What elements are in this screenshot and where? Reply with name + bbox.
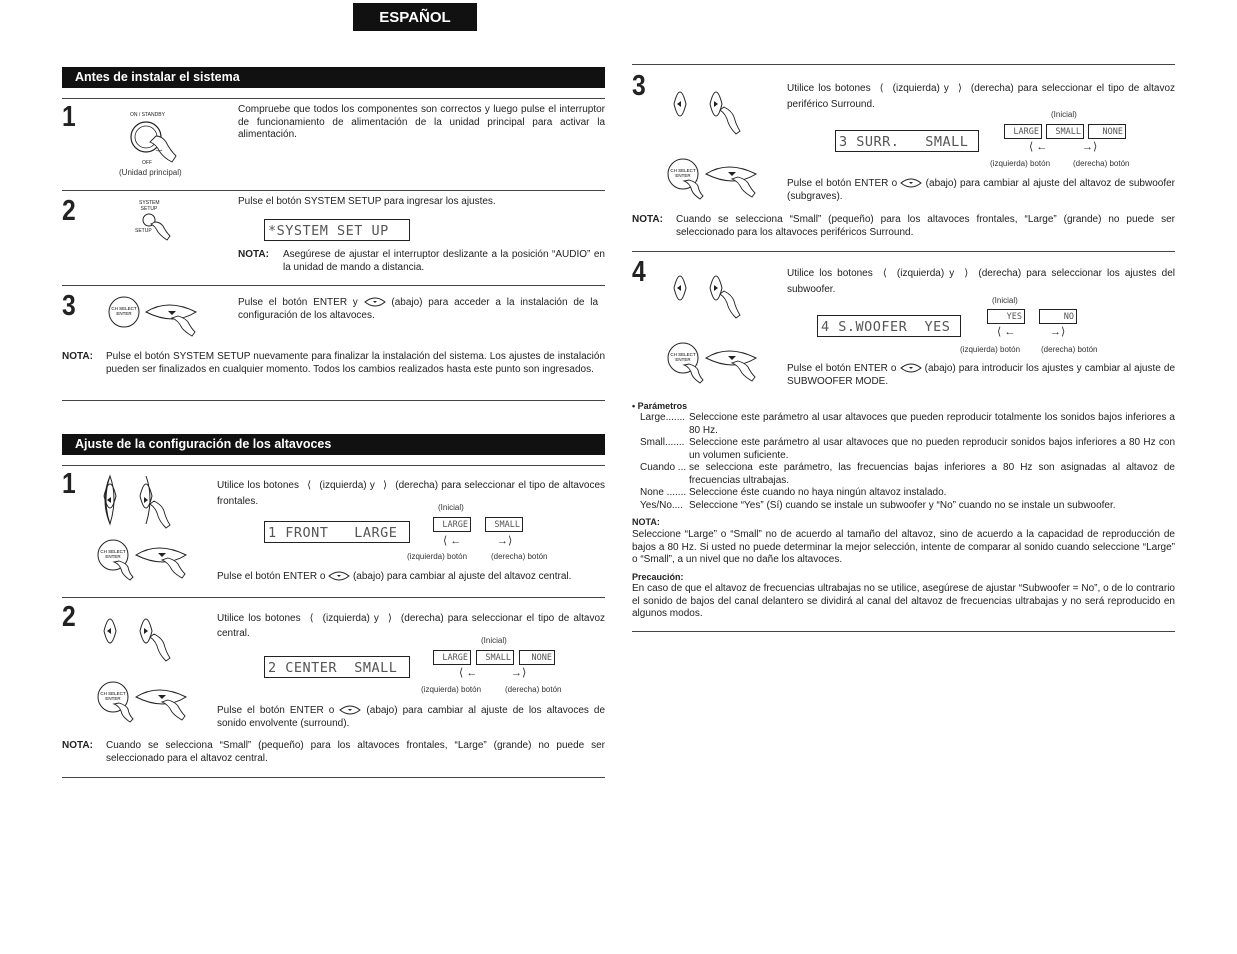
lcd-display: 3 SURR. SMALL bbox=[835, 130, 979, 152]
divider bbox=[62, 190, 605, 191]
param-key: Yes/No.... bbox=[640, 499, 683, 511]
setup-label: SETUP bbox=[135, 228, 152, 234]
option-none: NONE bbox=[519, 650, 555, 665]
left-button-icon: ⟨ bbox=[879, 83, 884, 94]
left-arrow-icon: ⟨ ← bbox=[459, 667, 478, 679]
nota-text: Cuando se selecciona “Small” (pequeño) para los altavoces frontales, “Large” (grande) no puede ser seleccionado para el altavoz central. bbox=[106, 740, 605, 764]
step-text-a: Pulse el botón ENTER o bbox=[787, 178, 898, 189]
nota-text: Pulse el botón SYSTEM SETUP nuevamente para finalizar la instalación del sistema. Los ajustes de instalación pueden ser finalizados en cualquier momento. Todos los cambios realizados hasta este punto son ingresados. bbox=[106, 351, 605, 375]
option-large: LARGE bbox=[433, 517, 471, 532]
step-number: 4 bbox=[632, 256, 646, 288]
param-key: None ....... bbox=[640, 487, 687, 498]
nota-label: NOTA: bbox=[632, 517, 660, 527]
step-text-b: (abajo) para cambiar al ajuste de los altavoces de sonido envolvente (surround). bbox=[217, 705, 606, 729]
right-arrow-icon: →⟩ bbox=[1082, 141, 1098, 153]
lcd-display: 1 FRONT LARGE bbox=[264, 521, 410, 543]
lcd-display: 4 S.WOOFER YES bbox=[817, 315, 961, 337]
caption-main-unit: (Unidad principal) bbox=[119, 168, 182, 177]
caption-right: (derecha) botón bbox=[491, 552, 548, 561]
nota-label: NOTA: bbox=[62, 351, 93, 362]
nota-text: Asegúrese de ajustar el interruptor deslizante a la posición “AUDIO” en la unidad de mando a distancia. bbox=[283, 249, 605, 273]
initial-label: (Inicial) bbox=[481, 636, 507, 645]
right-button-icon: ⟩ bbox=[957, 83, 962, 94]
svg-text:ENTER: ENTER bbox=[675, 173, 691, 178]
svg-text:ENTER: ENTER bbox=[675, 357, 691, 362]
svg-text:CH SELECT: CH SELECT bbox=[111, 306, 137, 311]
left-arrow-icon: ⟨ ← bbox=[997, 326, 1016, 338]
left-right-enter-illustration bbox=[666, 258, 766, 383]
left-right-enter-icon bbox=[666, 74, 766, 199]
down-button-icon bbox=[339, 705, 361, 715]
lcd-display: 2 CENTER SMALL bbox=[264, 656, 410, 678]
nota-text: Seleccione “Large” o “Small” no de acuerdo al tamaño del altavoz, sino de acuerdo a la capacidad de reproducción de bajos a 80 Hz. Si usted no puede determinar la mejor selección, intente de comparar al sonido cuando seleccione “Large” o “Small”, a un nivel que no dañe los altavoces. bbox=[632, 529, 1175, 565]
system-setup-button-illustration bbox=[133, 200, 183, 245]
step-text-a: Pulse el botón ENTER o bbox=[217, 571, 326, 582]
param-key: Cuando ... bbox=[640, 462, 687, 473]
down-button-icon bbox=[364, 297, 386, 307]
step-text-b: (abajo) para cambiar al ajuste del altavoz de subwoofer (subgraves). bbox=[787, 178, 1175, 202]
step-number: 1 bbox=[62, 101, 76, 133]
step-text-2 bbox=[217, 705, 605, 730]
param-row bbox=[640, 412, 1175, 437]
step-text: Compruebe que todos los componentes son correctos y luego pulse el interruptor de funcionamiento de alimentación de la unidad principal para activar la alimentación. bbox=[238, 104, 605, 140]
step-text-c: (derecha) para seleccionar los ajustes del subwoofer. bbox=[787, 268, 1175, 295]
params-list bbox=[640, 412, 1175, 512]
step-text-b: (abajo) para cambiar al ajuste del altavoz central. bbox=[352, 571, 572, 582]
precaucion-text: En caso de que el altavoz de frecuencias ultrabajas no se utilice, asegúrese de ajustar “Subwoofer = No”, o de lo contrario el sonido de bajos del canal delantero se dividirá al canal del altavoz de frecuencias ultrabajas y no será reproducido en algunos modos. bbox=[632, 583, 1175, 619]
step-text-c: (derecha) para seleccionar el tipo de altavoz periférico Surround. bbox=[787, 83, 1176, 110]
step-text bbox=[787, 266, 1175, 298]
step-text-c: (derecha) para seleccionar el tipo de altavoces frontales. bbox=[217, 480, 606, 507]
step-text-a: Pulse el botón ENTER o bbox=[217, 705, 335, 716]
left-arrow-icon: ⟨ ← bbox=[1029, 141, 1048, 153]
param-row bbox=[640, 462, 1175, 487]
left-right-enter-icon bbox=[96, 470, 196, 585]
step-text-2 bbox=[787, 363, 1175, 388]
step-text-a: Utilice los botones bbox=[787, 268, 873, 279]
caption-right: (derecha) botón bbox=[1073, 159, 1130, 168]
option-small: SMALL bbox=[476, 650, 514, 665]
step-text-a: Utilice los botones bbox=[217, 480, 299, 491]
param-key: Large....... bbox=[640, 412, 686, 423]
initial-label: (Inicial) bbox=[992, 296, 1018, 305]
system-setup-label: SYSTEM SETUP bbox=[139, 200, 160, 212]
divider bbox=[62, 400, 605, 401]
on-standby-label: ON / STANDBY bbox=[130, 112, 165, 118]
section-title-antes: Antes de instalar el sistema bbox=[62, 67, 605, 88]
left-right-enter-illustration bbox=[96, 605, 196, 725]
step-number: 2 bbox=[62, 601, 76, 633]
divider bbox=[62, 597, 605, 598]
step-number: 1 bbox=[62, 468, 76, 500]
down-button-icon bbox=[900, 363, 922, 373]
down-button-icon bbox=[328, 571, 350, 581]
enter-button-illustration bbox=[106, 294, 206, 339]
option-none: NONE bbox=[1088, 124, 1126, 139]
left-arrow-icon: ⟨ ← bbox=[443, 535, 462, 547]
divider bbox=[62, 465, 605, 466]
option-small: SMALL bbox=[1046, 124, 1084, 139]
divider bbox=[632, 251, 1175, 252]
param-row bbox=[640, 437, 1175, 462]
svg-text:CH SELECT: CH SELECT bbox=[100, 691, 126, 696]
right-button-icon: ⟩ bbox=[383, 480, 387, 491]
param-row bbox=[640, 487, 1175, 500]
step-text-a: Utilice los botones bbox=[217, 613, 301, 624]
svg-text:CH SELECT: CH SELECT bbox=[670, 352, 696, 357]
step-text-a: Pulse el botón ENTER y bbox=[238, 297, 358, 308]
step-text-b: (izquierda) y bbox=[322, 613, 379, 624]
left-right-enter-icon bbox=[666, 258, 766, 383]
step-text-b: (izquierda) y bbox=[892, 83, 949, 94]
right-arrow-icon: →⟩ bbox=[497, 535, 513, 547]
caption-right: (derecha) botón bbox=[505, 685, 562, 694]
step-text-b: (izquierda) y bbox=[896, 268, 955, 279]
step-text bbox=[217, 611, 605, 641]
enter-and-down-icon bbox=[106, 294, 206, 339]
right-arrow-icon: →⟩ bbox=[511, 667, 527, 679]
divider bbox=[632, 631, 1175, 632]
left-right-enter-illustration bbox=[666, 74, 766, 199]
nota-label: NOTA: bbox=[238, 249, 269, 260]
initial-label: (Inicial) bbox=[1051, 110, 1077, 119]
param-value: se selecciona este parámetro, las frecuencias bajas inferiores a 80 Hz son asignadas al altavoz de frecuencias ultrabajas. bbox=[689, 462, 1175, 486]
param-key: Small....... bbox=[640, 437, 685, 448]
param-value: Seleccione este parámetro al usar altavoces que pueden reproducir totalmente los sonidos bajos inferiores a 80 Hz. bbox=[689, 412, 1175, 436]
caption-left: (izquierda) botón bbox=[421, 685, 482, 694]
down-button-icon bbox=[900, 178, 922, 188]
step-text: Pulse el botón SYSTEM SETUP para ingresar los ajustes. bbox=[238, 196, 496, 207]
left-right-enter-illustration bbox=[96, 470, 196, 585]
divider bbox=[62, 777, 605, 778]
step-text-b: (abajo) para introducir los ajustes y cambiar al ajuste de SUBWOOFER MODE. bbox=[787, 363, 1176, 387]
section-title-ajuste: Ajuste de la configuración de los altavoces bbox=[62, 434, 605, 455]
off-label: OFF bbox=[142, 160, 152, 166]
step-text-a: Utilice los botones bbox=[787, 83, 871, 94]
step-text-c: (derecha) para seleccionar el tipo de altavoz central. bbox=[217, 613, 606, 639]
left-button-icon: ⟨ bbox=[309, 613, 314, 624]
precaucion-label: Precaución: bbox=[632, 572, 684, 582]
option-small: SMALL bbox=[485, 517, 523, 532]
step-text bbox=[217, 478, 605, 510]
step-text bbox=[787, 81, 1175, 113]
divider bbox=[62, 285, 605, 286]
nota-text: Cuando se selecciona “Small” (pequeño) para los altavoces frontales, “Large” (grande) no puede ser seleccionado para los altavoces periféricos Surround. bbox=[676, 214, 1175, 238]
setup-button-icon bbox=[133, 200, 183, 245]
svg-text:ENTER: ENTER bbox=[105, 554, 121, 559]
step-text-b: (izquierda) y bbox=[319, 480, 375, 491]
nota-label: NOTA: bbox=[632, 214, 663, 225]
step-number: 3 bbox=[632, 70, 646, 102]
step-text-2 bbox=[787, 178, 1175, 203]
lcd-display: *SYSTEM SET UP bbox=[264, 219, 410, 241]
right-button-icon: ⟩ bbox=[964, 268, 969, 279]
right-arrow-icon: →⟩ bbox=[1050, 326, 1066, 338]
right-button-icon: ⟩ bbox=[387, 613, 392, 624]
caption-left: (izquierda) botón bbox=[960, 345, 1021, 354]
step-text-2 bbox=[217, 571, 605, 584]
caption-left: (izquierda) botón bbox=[407, 552, 468, 561]
option-large: LARGE bbox=[1004, 124, 1042, 139]
params-title: • Parámetros bbox=[632, 401, 688, 411]
param-value: Seleccione éste cuando no haya ningún altavoz instalado. bbox=[689, 487, 947, 498]
power-knob-icon bbox=[118, 106, 193, 166]
language-tab: ESPAÑOL bbox=[353, 3, 477, 31]
option-large: LARGE bbox=[433, 650, 471, 665]
svg-text:ENTER: ENTER bbox=[105, 696, 121, 701]
step-text-b: (abajo) para acceder a la instalación de la configuración de los altavoces. bbox=[238, 297, 599, 321]
caption-left: (izquierda) botón bbox=[990, 159, 1051, 168]
option-no: NO bbox=[1039, 309, 1077, 324]
caption-right: (derecha) botón bbox=[1041, 345, 1098, 354]
divider bbox=[62, 98, 605, 99]
left-button-icon: ⟨ bbox=[307, 480, 312, 491]
param-row bbox=[640, 500, 1175, 513]
step-number: 2 bbox=[62, 195, 76, 227]
option-yes: YES bbox=[987, 309, 1025, 324]
left-right-enter-icon bbox=[96, 605, 196, 725]
step-text-a: Pulse el botón ENTER o bbox=[787, 363, 897, 374]
initial-label: (Inicial) bbox=[438, 503, 464, 512]
svg-text:CH SELECT: CH SELECT bbox=[100, 549, 126, 554]
step-number: 3 bbox=[62, 290, 76, 322]
step-text bbox=[238, 297, 598, 322]
svg-text:CH SELECT: CH SELECT bbox=[670, 168, 696, 173]
divider bbox=[632, 64, 1175, 65]
param-value: Seleccione este parámetro al usar altavoces que no pueden reproducir sonidos bajos inferiores a 80 Hz con un volumen suficiente. bbox=[689, 437, 1175, 461]
svg-text:ENTER: ENTER bbox=[116, 311, 132, 316]
left-button-icon: ⟨ bbox=[882, 268, 887, 279]
nota-label: NOTA: bbox=[62, 740, 93, 751]
param-value: Seleccione “Yes” (Sí) cuando se instale un subwoofer y “No” cuando no se instale un subwoofer. bbox=[689, 499, 1116, 511]
